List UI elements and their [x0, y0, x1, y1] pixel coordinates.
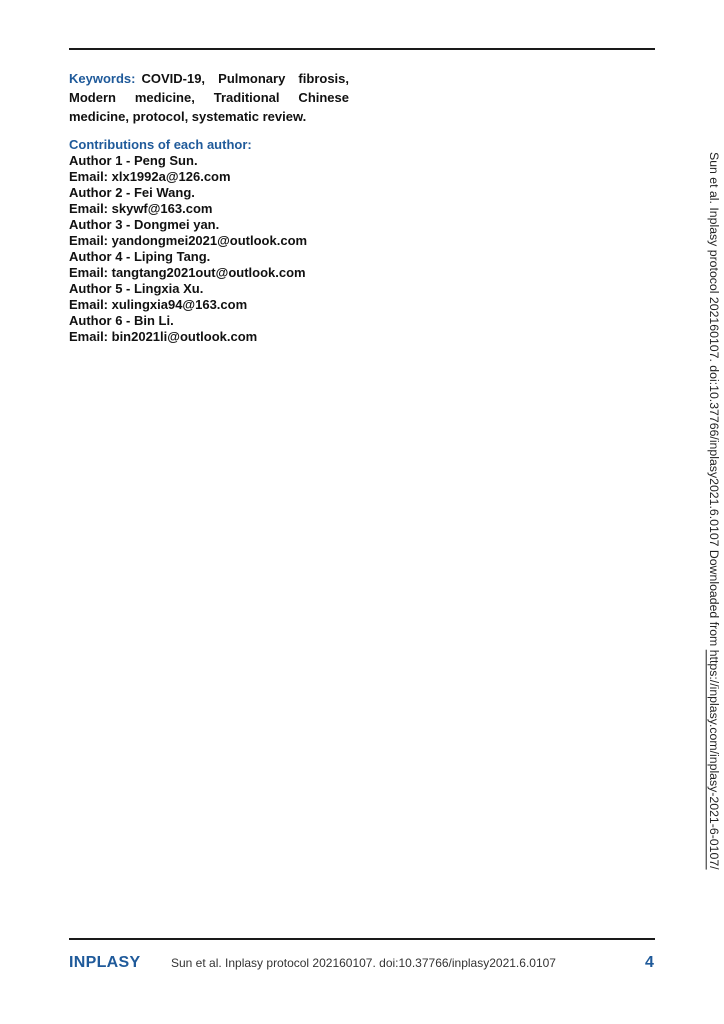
keywords-paragraph — [69, 69, 349, 126]
page-number: 4 — [645, 954, 654, 971]
author-4-line: Author 4 - Liping Tang. — [69, 249, 211, 264]
contributions-title: Contributions of each author: — [69, 137, 252, 152]
author-3-line: Author 3 - Dongmei yan. — [69, 217, 220, 232]
side-note-link[interactable]: https://inplasy.com/inplasy-2021-6-0107/ — [707, 649, 721, 870]
footer-brand-logo: INPLASY — [69, 954, 141, 971]
author-contributions — [69, 137, 409, 345]
author-4-email: Email: tangtang2021out@outlook.com — [69, 265, 306, 280]
bottom-rule — [69, 938, 655, 940]
author-2-email: Email: skywf@163.com — [69, 201, 213, 216]
keywords-label: Keywords: — [69, 71, 136, 86]
side-download-note — [703, 152, 721, 882]
author-1-email: Email: xlx1992a@126.com — [69, 169, 231, 184]
author-6-email: Email: bin2021li@outlook.com — [69, 329, 258, 344]
top-rule — [69, 48, 655, 50]
author-5-line: Author 5 - Lingxia Xu. — [69, 281, 204, 296]
author-2-line: Author 2 - Fei Wang. — [69, 185, 195, 200]
author-1-line: Author 1 - Peng Sun. — [69, 153, 198, 168]
side-note-text: Sun et al. Inplasy protocol 202160107. doi:10.37766/inplasy2021.6.0107 Downloaded from — [707, 152, 721, 650]
footer-citation: Sun et al. Inplasy protocol 202160107. doi:10.37766/inplasy2021.6.0107 — [171, 956, 556, 970]
author-6-line: Author 6 - Bin Li. — [69, 313, 174, 328]
keywords-text: COVID-19, Pulmonary fibrosis, Modern medicine, Traditional Chinese medicine, protocol, systematic review. — [69, 71, 349, 124]
author-3-email: Email: yandongmei2021@outlook.com — [69, 233, 308, 248]
author-5-email: Email: xulingxia94@163.com — [69, 297, 248, 312]
